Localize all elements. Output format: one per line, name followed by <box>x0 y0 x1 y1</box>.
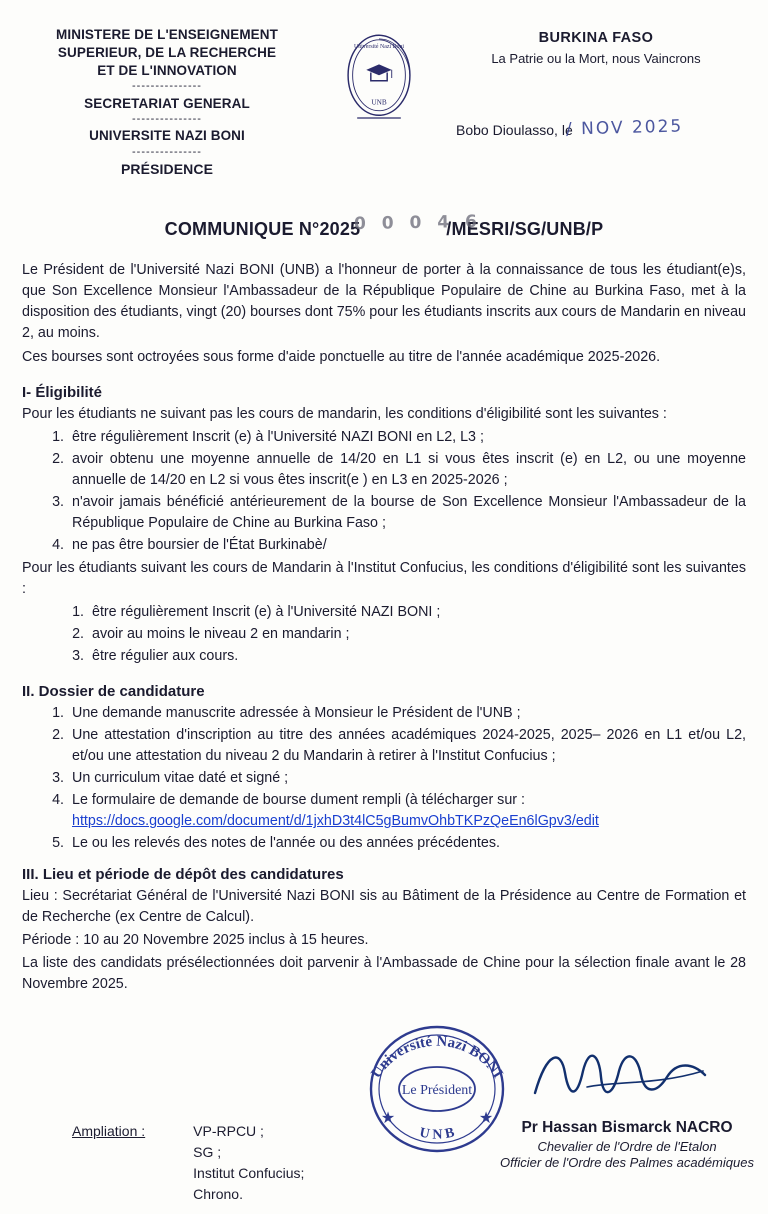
handwritten-signature-icon <box>527 1041 717 1111</box>
section-deposit-heading: III. Lieu et période de dépôt des candidatures <box>22 866 344 884</box>
intro-paragraph-1: Le Président de l'Université Nazi BONI (UNB) a l'honneur de porter à la connaissance de tous les étudiant(e)s, que Son Excellence Monsieur l'Ambassadeur de la République Populaire de Chine au Burkina Faso, met à la disposition des étudiants, vingt (20) bourses dont 75% pour les étudiants inscrits aux cours de Mandarin en niveau 2, au moins. <box>22 261 747 341</box>
separator-3: --------------- <box>132 146 202 159</box>
list-item: 1. être régulièrement Inscrit (e) à l'Université NAZI BONI ; <box>88 602 746 623</box>
deposit-period: Période : 10 au 20 Novembre 2025 inclus à 15 heures. <box>22 932 369 949</box>
document-header <box>22 26 746 179</box>
stamped-date: / NOV 2025 <box>565 116 684 140</box>
title-prefix: COMMUNIQUE N°2025 <box>164 218 361 239</box>
list-item: 1. être régulièrement Inscrit (e) à l'Université NAZI BONI en L2, L3 ; <box>68 427 746 448</box>
list-item: 3. n'avoir jamais bénéficié antérieurement de la bourse de Son Excellence Monsieur l'Ambassadeur de la République Populaire de Chine au Burkina Faso ; <box>68 492 746 534</box>
list-item: Chrono. <box>193 1186 243 1203</box>
signatory-role-2: Officier de l'Ordre des Palmes académiques <box>500 1155 754 1171</box>
eligibility-lead-2: Pour les étudiants suivant les cours de Mandarin à l'Institut Confucius, les conditions d'éligibilité sont les suivantes : <box>22 560 746 598</box>
application-list <box>22 703 746 854</box>
ministry-line-1: MINISTERE DE L'ENSEIGNEMENT <box>56 27 278 42</box>
scholarship-form-link[interactable]: https://docs.google.com/document/d/1jxhD3t4lC5gBumvOhbTKPzQeEn6lGpv3/edit <box>72 813 599 830</box>
svg-text:Université Nazi Boni: Université Nazi Boni <box>353 44 405 50</box>
eligibility-list-confucius <box>22 602 746 667</box>
signatory-role-1: Chevalier de l'Ordre de l'Etalon <box>537 1139 717 1155</box>
place-date-label: Bobo Dioulasso, le <box>456 122 573 138</box>
secretariat-line: SECRETARIAT GENERAL <box>84 95 250 111</box>
place-date-line <box>446 116 746 140</box>
list-item <box>68 725 746 767</box>
deposit-notice: La liste des candidats présélectionnées doit parvenir à l'Ambassade de Chine pour la sélection finale avant le 28 Novembre 2025. <box>22 955 746 993</box>
list-item: VP-RPCU ; <box>193 1123 264 1140</box>
distribution-block <box>72 1121 304 1205</box>
ministry-line-3: ET DE L'INNOVATION <box>97 62 237 78</box>
svg-text:★: ★ <box>478 1110 494 1128</box>
university-emblem-icon <box>333 28 425 128</box>
list-item: 4. ne pas être boursier de l'État Burkinabè/ <box>68 535 746 556</box>
svg-text:U N B: U N B <box>418 1125 456 1143</box>
list-item-text: Le formulaire de demande de bourse dument rempli (à télécharger sur : <box>72 792 525 809</box>
list-item-text: Une attestation d'inscription au titre des années académiques 2024-2025, 2025– 2026 en L1 et/ou L2, et/ou une attestation du niveau 2 du Mandarin à retirer à l'Institut Confucius ; <box>72 727 746 765</box>
country-name: BURKINA FASO <box>538 30 654 46</box>
country-motto: La Patrie ou la Mort, nous Vaincrons <box>491 51 701 66</box>
document-title <box>22 211 746 240</box>
intro-block <box>22 260 746 368</box>
signatory-block <box>477 1119 768 1170</box>
ministry-line-2: SUPERIEUR, DE LA RECHERCHE <box>57 44 277 60</box>
section-eligibility-heading: I- Éligibilité <box>22 383 103 401</box>
university-line: UNIVERSITE NAZI BONI <box>89 128 245 144</box>
list-item: SG ; <box>193 1144 222 1161</box>
eligibility-lead: Pour les étudiants ne suivant pas les cours de mandarin, les conditions d'éligibilité sont les suivantes : <box>22 405 667 422</box>
distribution-list <box>193 1121 304 1205</box>
separator-2: --------------- <box>132 113 202 126</box>
separator-1: --------------- <box>132 80 202 93</box>
intro-paragraph-2: Ces bourses sont octroyées sous forme d'aide ponctuelle au titre de l'année académique 2025-2026. <box>22 348 661 365</box>
list-item: 2. avoir obtenu une moyenne annuelle de 14/20 en L1 si vous êtes inscrit (e) en L2, ou une moyenne annuelle de 14/20 en L2 si vous êtes inscrit(e ) en L3 en 2025-2026 ; <box>68 449 746 491</box>
list-item: 1. Une demande manuscrite adressée à Monsieur le Président de l'UNB ; <box>68 703 746 724</box>
list-item <box>68 790 746 832</box>
distribution-label: Ampliation : <box>72 1123 146 1140</box>
list-item: 5. Le ou les relevés des notes de l'année ou des années précédentes. <box>68 833 746 854</box>
svg-text:Université Nazi BONI: Université Nazi BONI <box>368 1033 506 1082</box>
svg-text:UNB: UNB <box>371 98 387 107</box>
title-suffix: /MESRI/SG/UNB/P <box>446 218 604 239</box>
emblem-container <box>319 26 439 128</box>
stamped-number: 0 0 0 4 6 <box>353 211 482 234</box>
signature-zone <box>22 1001 754 1211</box>
signatory-name: Pr Hassan Bismarck NACRO <box>521 1119 733 1137</box>
svg-text:★: ★ <box>380 1110 396 1128</box>
presidency-line: PRÉSIDENCE <box>120 161 214 178</box>
section-application-heading: II. Dossier de candidature <box>22 683 205 701</box>
eligibility-list <box>22 427 746 556</box>
list-item: 2. avoir au moins le niveau 2 en mandarin ; <box>88 624 746 645</box>
list-item: 3. Un curriculum vitae daté et signé ; <box>68 768 746 789</box>
svg-text:Le Président: Le Président <box>401 1083 473 1099</box>
country-block <box>446 26 746 138</box>
ministry-block <box>22 26 312 179</box>
deposit-place: Lieu : Secrétariat Général de l'Université Nazi BONI sis au Bâtiment de la Présidence au Centre de Formation et de Recherche (ex Centre de Calcul). <box>22 888 746 926</box>
list-item: Institut Confucius; <box>193 1165 305 1182</box>
list-item: 3. être régulier aux cours. <box>88 646 746 667</box>
